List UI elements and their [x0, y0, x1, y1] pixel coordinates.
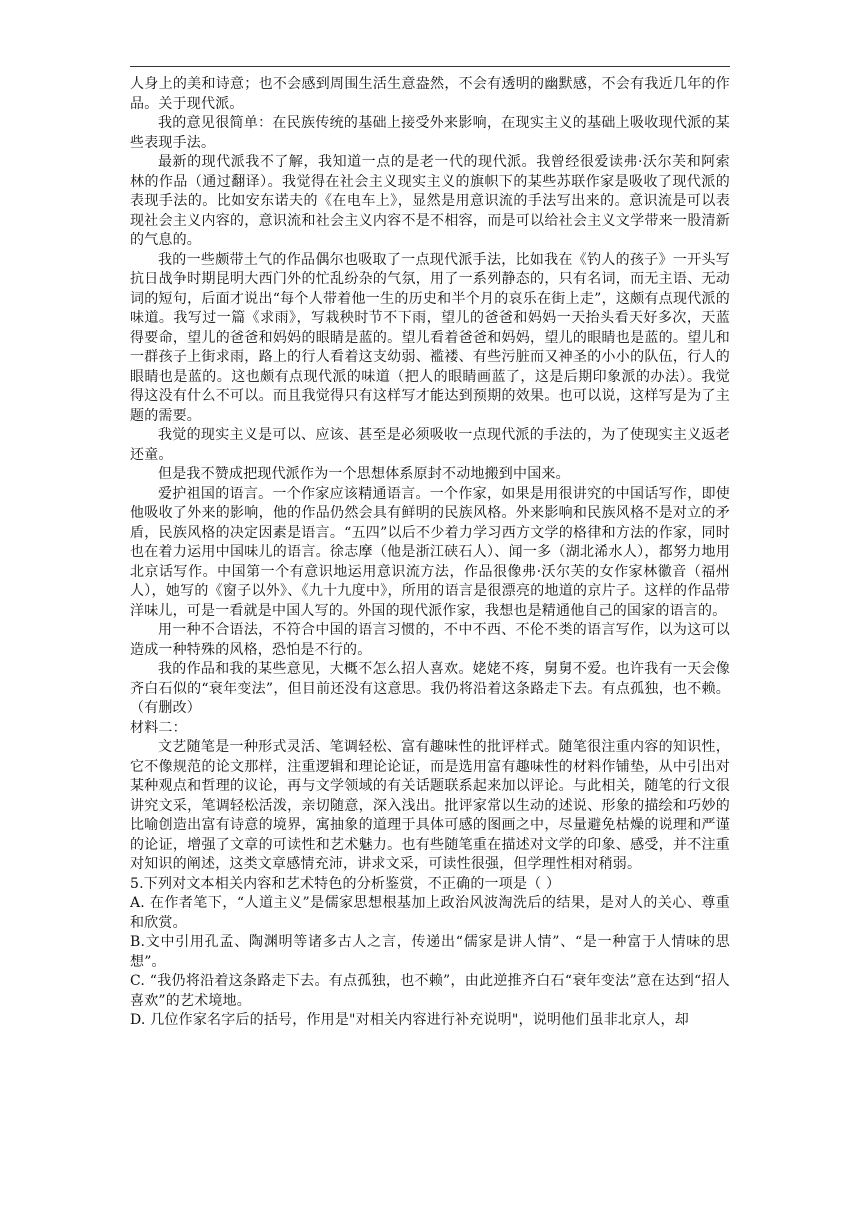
header-rule	[130, 66, 730, 67]
option-c: C. “我仍将沿着这条路走下去。有点孤独，也不赖”，由此逆推齐白石“衰年变法”意在达到“招人喜欢”的艺术境地。	[130, 973, 730, 1009]
paragraph-4: 我的一些颇带土气的作品偶尔也吸取了一点现代派手法，比如我在《钓人的孩子》一开头写抗日战争时期昆明大西门外的忙乱纷杂的气氛，用了一系列静态的，只有名词，而无主语、无动词的短句，后面才说出“每个人带着他一生的历史和半个月的哀乐在街上走”，这颇有点现代派的味道。我写过一篇《求雨》，写栽秧时节不下雨，望儿的爸爸和妈妈一天抬头看天好多次，天蓝得要命，望儿的爸爸和妈妈的眼睛是蓝的。望儿看着爸爸和妈妈，望儿的眼睛也是蓝的。望儿和一群孩子上街求雨，路上的行人看着这支幼弱、褴褛、有些污脏而又神圣的小小的队伍，行人的眼睛也是蓝的。这也颇有点现代派的味道（把人的眼睛画蓝了，这是后期印象派的办法）。我觉得这没有什么不可以。而且我觉得只有这样写才能达到预期的效果。也可以说，这样写是为了主题的需要。	[130, 251, 730, 424]
paragraph-2: 我的意见很简单：在民族传统的基础上接受外来影响，在现实主义的基础上吸收现代派的某些表现手法。	[130, 115, 730, 151]
paragraph-11: 文艺随笔是一种形式灵活、笔调轻松、富有趣味性的批评样式。随笔很注重内容的知识性，它不像规范的论文那样，注重逻辑和理论论证，而是选用富有趣味性的材料作铺垫，从中引出对某种观点和哲理的议论，再与文学领域的有关话题联系起来加以评论。与此相关，随笔的行文很讲究文采，笔调轻松活泼，亲切随意，深入浅出。批评家常以生动的述说、形象的描绘和巧妙的比喻创造出富有诗意的境界，寓抽象的道理于具体可感的图画之中，尽量避免枯燥的说理和严谨的论证，增强了文章的可读性和艺术魅力。也有些随笔重在描述对文学的印象、感受，并不注重对知识的阐述，这类文章感情充沛，讲求文采，可读性很强，但学理性相对稍弱。	[130, 739, 730, 872]
document-body	[130, 75, 730, 1031]
option-d: D. 几位作家名字后的括号，作用是"对相关内容进行补充说明"，说明他们虽非北京人，却	[130, 1012, 689, 1028]
paragraph-7: 爱护祖国的语言。一个作家应该精通语言。一个作家，如果是用很讲究的中国话写作，即使他吸收了外来的影响，他的作品仍然会具有鲜明的民族风格。外来影响和民族风格不是对立的矛盾，民族风格的决定因素是语言。“五四”以后不少着力学习西方文学的格律和方法的作家，同时也在着力运用中国味儿的语言。徐志摩（他是浙江硖石人）、闻一多（湖北浠水人），都努力地用北京话写作。中国第一个有意识地运用意识流方法，作品很像弗·沃尔芙的女作家林徽音（福州人），她写的《窗子以外》、《九十九度中》，所用的语言是很漂亮的地道的京片子。这样的作品带洋味儿，可是一看就是中国人写的。外国的现代派作家，我想也是精通他自己的国家的语言的。	[130, 485, 730, 619]
paragraph-3: 最新的现代派我不了解，我知道一点的是老一代的现代派。我曾经很爱读弗·沃尔芙和阿索林的作品（通过翻译）。我觉得在社会主义现实主义的旗帜下的某些苏联作家是吸收了现代派的表现手法的。比如安东诺夫的《在电车上》，显然是用意识流的手法写出来的。意识流是可以表现社会主义内容的，意识流和社会主义内容不是不相容，而是可以给社会主义文学带来一股清新的气息的。	[130, 154, 730, 248]
paragraph-8: 用一种不合语法，不符合中国的语言习惯的，不中不西、不伦不类的语言写作，以为这可以造成一种特殊的风格，恐怕是不行的。	[130, 622, 730, 658]
paragraph-9: 我的作品和我的某些意见，大概不怎么招人喜欢。姥姥不疼，舅舅不爱。也许我有一天会像齐白石似的“衰年变法”，但目前还没有这意思。我仍将沿着这条路走下去。有点孤独，也不赖。（有删改）	[130, 661, 730, 716]
option-b: B.文中引用孔孟、陶渊明等诸多古人之言，传递出“儒家是讲人情”、“是一种富于人情味的思想”。	[130, 934, 730, 970]
question-stem: 5.下列对文本相关内容和艺术特色的分析鉴赏，不正确的一项是（ ）	[130, 875, 561, 892]
option-a: A. 在作者笔下，“人道主义”是儒家思想根基加上政治风波淘洗后的结果，是对人的关心、尊重和欣赏。	[130, 895, 730, 931]
material-two-heading: 材料二：	[130, 719, 187, 736]
paragraph-1: 人身上的美和诗意；也不会感到周围生活生意盎然，不会有透明的幽默感，不会有我近几年的作品。关于现代派。	[130, 76, 730, 112]
paragraph-5: 我觉的现实主义是可以、应该、甚至是必须吸收一点现代派的手法的，为了使现实主义返老还童。	[130, 427, 730, 463]
paragraph-6: 但是我不赞成把现代派作为一个思想体系原封不动地搬到中国来。	[158, 466, 570, 482]
